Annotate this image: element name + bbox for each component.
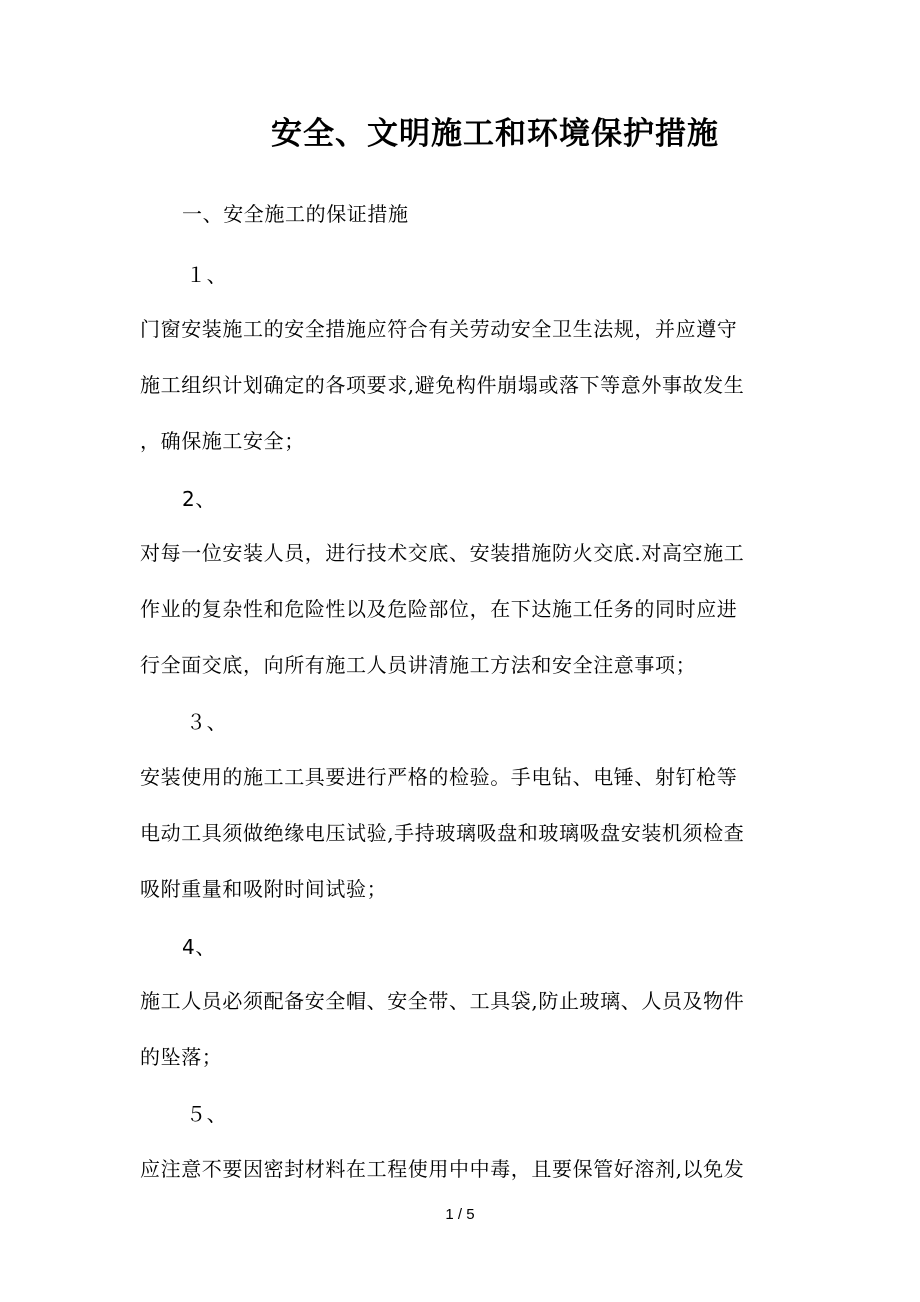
- item-4-line-1: 施工人员必须配备安全帽、安全带、工具袋,防止玻璃、人员及物件: [140, 989, 745, 1013]
- item-2-line-3: 行全面交底，向所有施工人员讲清施工方法和安全注意事项；: [140, 653, 697, 677]
- item-2-line-1: 对每一位安装人员，进行技术交底、安装措施防火交底.对高空施工: [140, 541, 745, 565]
- item-1-line-1: 门窗安装施工的安全措施应符合有关劳动安全卫生法规，并应遵守: [140, 317, 738, 341]
- section-heading: 一、安全施工的保证措施: [182, 202, 409, 226]
- item-3-line-2: 电动工具须做绝缘电压试验,手持玻璃吸盘和玻璃吸盘安装机须检查: [140, 821, 745, 845]
- item-5-line-1: 应注意不要因密封材料在工程使用中中毒，且要保管好溶剂,以免发: [140, 1157, 745, 1181]
- item-number-3: ３、: [186, 710, 228, 734]
- item-number-4: 4、: [182, 935, 216, 959]
- item-1-line-3: ，确保施工安全；: [140, 429, 305, 453]
- item-3-line-1: 安装使用的施工工具要进行严格的检验。手电钻、电锤、射钉枪等: [140, 765, 738, 789]
- item-number-2: 2、: [182, 487, 216, 511]
- item-number-5: ５、: [186, 1102, 228, 1126]
- item-4-line-2: 的坠落；: [140, 1045, 223, 1069]
- item-3-line-3: 吸附重量和吸附时间试验；: [140, 877, 388, 901]
- item-number-1: １、: [186, 263, 228, 287]
- item-1-line-2: 施工组织计划确定的各项要求,避免构件崩塌或落下等意外事故发生: [140, 373, 745, 397]
- document-title: 安全、文明施工和环境保护措施: [271, 116, 719, 152]
- item-2-line-2: 作业的复杂性和危险性以及危险部位，在下达施工任务的同时应进: [140, 597, 738, 621]
- page-indicator: 1 / 5: [445, 1206, 475, 1223]
